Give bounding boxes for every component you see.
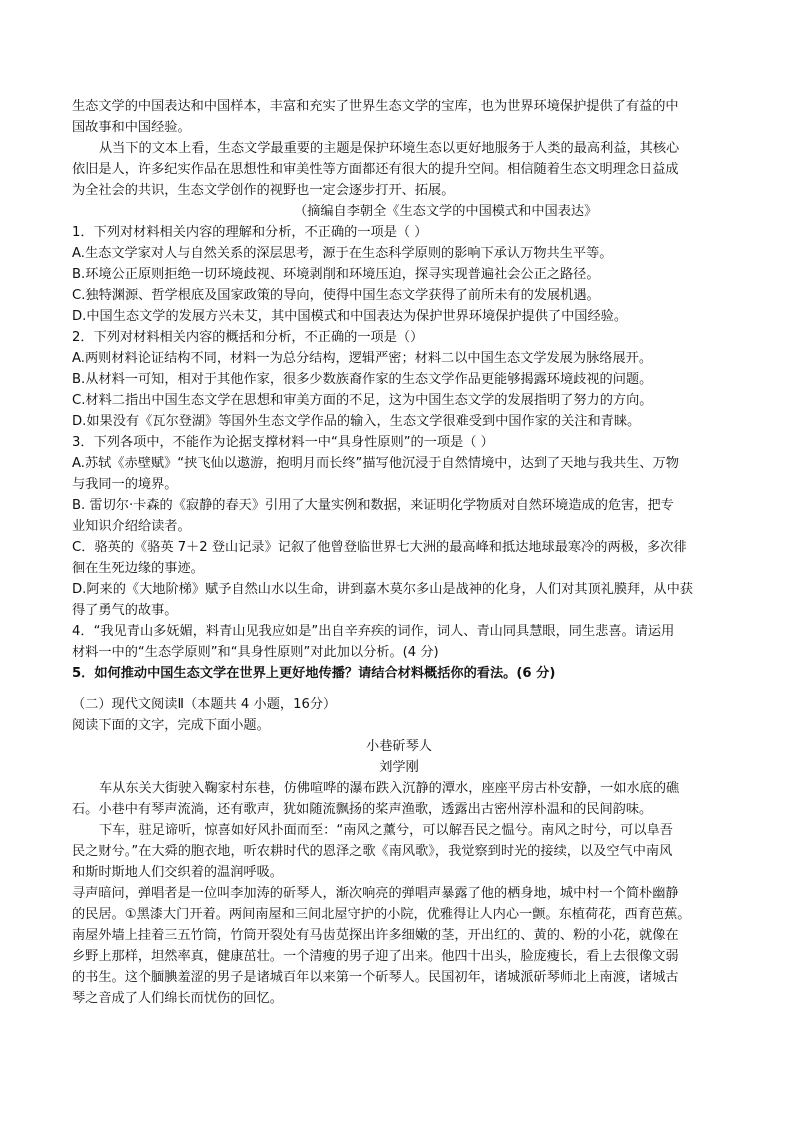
story-paragraph	[72, 820, 726, 883]
source-citation: （摘编自李朝全《生态文学的中国模式和中国表达》	[294, 204, 598, 219]
text-line: 石。小巷中有琴声流淌，还有歌声，犹如随流飘扬的桨声渔歌，透露出古密州淳朴温和的民间韵味。	[72, 802, 653, 817]
text-line: 依旧是人，许多纪实作品在思想性和审美性等方面都还有很大的提升空间。相信随着生态文明理念日益成	[72, 162, 679, 177]
text-line: 生态文学的中国表达和中国样本，丰富和充实了世界生态文学的宝库，也为世界环境保护提供了有益的中	[72, 99, 679, 114]
option-b-cont: 业知识介绍给读者。	[72, 519, 191, 534]
text-line: 从当下的文本上看，生态文学最重要的主题是保护环境生态以更好地服务于人类的最高利益，其核心	[99, 141, 680, 156]
question-stem: 4．“我见青山多妩媚，料青山见我应如是”出自辛弃疾的词作，词人、青山同具慧眼，同生悲喜。请运用	[72, 624, 675, 639]
section-instruction: 阅读下面的文字，完成下面小题。	[72, 718, 270, 733]
story-title: 小巷斫琴人	[366, 739, 432, 754]
story-paragraph	[72, 778, 726, 820]
option-c: C.材料二指出中国生态文学在思想和审美方面的不足，这为中国生态文学的发展指明了努力的方向。	[72, 393, 653, 408]
option-d: D.如果没有《瓦尔登湖》等国外生态文学作品的输入，生态文学很难受到中国作家的关注和青睐。	[72, 414, 641, 429]
text-line: 车从东关大街驶入鞠家村东巷，仿佛喧哗的瀑布跌入沉静的潭水，座座平房古朴安静，一如水底的礁	[99, 781, 680, 796]
paragraph	[72, 138, 726, 201]
question-stem: 1．下列对材料相关内容的理解和分析，不正确的一项是（ ）	[72, 225, 428, 240]
section-heading: （二）现代文阅读Ⅱ（本题共 4 小题，16分）	[72, 697, 337, 712]
question-2	[72, 327, 726, 432]
paragraph	[72, 96, 726, 138]
question-3	[72, 432, 726, 621]
option-a: A.苏轼《赤壁赋》“挟飞仙以遨游，抱明月而长终”描写他沉浸于自然情境中，达到了天地与我共生、万物	[72, 456, 679, 471]
option-b: B.从材料一可知，相对于其他作家，很多少数族裔作家的生态文学作品更能够揭露环境歧视的问题。	[72, 372, 653, 387]
question-4	[72, 621, 726, 663]
question-stem: 2．下列对材料相关内容的概括和分析，不正确的一项是（）	[72, 330, 424, 345]
text-line: 下车，驻足谛听，惊喜如好风扑面而至：“南风之薰兮，可以解吾民之愠兮。南风之时兮，可以阜吾	[99, 823, 673, 838]
text-line: 乡野上那样，坦然率真，健康茁壮。一个清瘦的男子迎了出来。他四十出头，脸庞瘦长，看上去很像文弱	[72, 949, 679, 964]
option-a: A.生态文学家对人与自然关系的深层思考，源于在生态科学原则的影响下承认万物共生平等。	[72, 246, 613, 261]
question-stem-cont: 材料一中的“生态学原则”和“具身性原则”对此加以分析。(4 分)	[72, 645, 439, 660]
option-c: C．骆英的《骆英 7＋2 登山记录》记叙了他曾登临世界七大洲的最高峰和抵达地球最寒冷的两极，多次徘	[72, 540, 687, 555]
story-author: 刘学刚	[379, 760, 419, 775]
text-line: 寻声暗问，弹唱者是一位叫李加涛的斫琴人，渐次响亮的弹唱声暴露了他的栖身地，城中村一个简朴幽静	[72, 886, 679, 901]
option-d: D.阿来的《大地阶梯》赋予自然山水以生命，讲到嘉木莫尔多山是战神的化身，人们对其顶礼膜拜，从中获	[72, 582, 693, 597]
text-line: 国故事和中国经验。	[72, 120, 191, 135]
option-d: D.中国生态文学的发展方兴未艾，其中国模式和中国表达为保护世界环境保护提供了中国经验。	[72, 309, 628, 324]
option-a-cont: 与我同一的境界。	[72, 477, 178, 492]
text-line: 南屋外墙上挂着三五竹筒，竹筒开裂处有马齿苋探出许多细嫩的茎，开出红的、黄的、粉的小花，就像在	[72, 928, 679, 943]
text-line: 为全社会的共识，生态文学创作的视野也一定会逐步打开、拓展。	[72, 183, 455, 198]
reading-section	[72, 694, 726, 1009]
text-line: 和斯时斯地人们交织着的温润呼吸。	[72, 865, 283, 880]
story-paragraph	[72, 883, 726, 1009]
text-line: 的书生。这个腼腆羞涩的男子是诸城百年以来第一个斫琴人。民国初年，诸城派斫琴师北上南渡，诸城古	[72, 970, 679, 985]
option-c-cont: 徊在生死边缘的事迹。	[72, 561, 204, 576]
text-line: 民之财兮。”在大舜的胞衣地，听农耕时代的恩泽之歌《南风歌》，我觉察到时光的接续，以及空气中南风	[72, 844, 673, 859]
option-a: A.两则材料论证结构不同，材料一为总分结构，逻辑严密；材料二以中国生态文学发展为脉络展开。	[72, 351, 653, 366]
question-5: 5．如何推动中国生态文学在世界上更好地传播？请结合材料概括你的看法。(6 分)	[72, 666, 556, 681]
text-line: 的民居。①黑漆大门开着。两间南屋和三间北屋守护的小院，优雅得让人内心一颤。东植荷花，西育芭蕉。	[72, 907, 691, 922]
document-page	[72, 96, 726, 1009]
option-d-cont: 得了勇气的故事。	[72, 603, 178, 618]
question-stem: 3．下列各项中，不能作为论据支撑材料一中“具身性原则”的一项是（ ）	[72, 435, 494, 450]
option-c: C.独特渊源、哲学根底及国家政策的导向，使得中国生态文学获得了前所未有的发展机遇。	[72, 288, 600, 303]
option-b: B.环境公正原则拒绝一切环境歧视、环境剥削和环境压迫，探寻实现普遍社会公正之路径。	[72, 267, 600, 282]
option-b: B. 雷切尔·卡森的《寂静的春天》引用了大量实例和数据，来证明化学物质对自然环境造成的危害，把专	[72, 498, 674, 513]
question-1	[72, 222, 726, 327]
text-line: 琴之音成了人们绵长而忧伤的回忆。	[72, 991, 283, 1006]
